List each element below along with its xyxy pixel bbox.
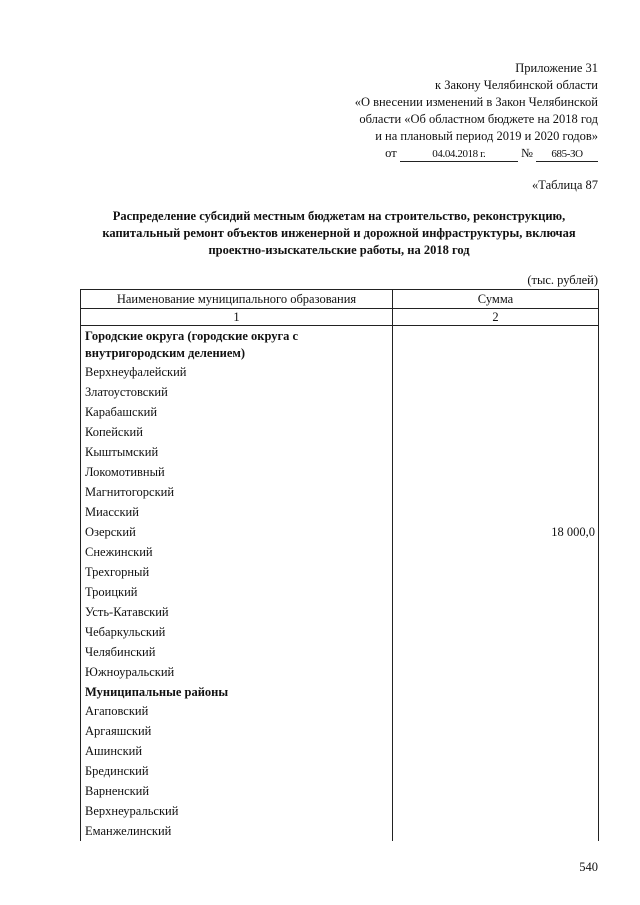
subsidy-amount: [393, 642, 599, 662]
subsidy-amount: [393, 482, 599, 502]
appendix-line-5: и на плановый период 2019 и 2020 годов»: [375, 129, 598, 143]
table-row: [81, 781, 599, 801]
municipality-name: Карабашский: [81, 402, 393, 422]
municipality-name: Верхнеуфалейский: [81, 362, 393, 382]
municipality-name: Чебаркульский: [81, 622, 393, 642]
table-row: [81, 402, 599, 422]
municipality-name: Усть-Катавский: [81, 602, 393, 622]
group-row-districts: [81, 682, 599, 701]
municipality-name: Ашинский: [81, 741, 393, 761]
table-row: [81, 602, 599, 622]
municipality-name: Озерский: [81, 522, 393, 542]
table-row: [81, 502, 599, 522]
municipality-name: Челябинский: [81, 642, 393, 662]
header-amount: Сумма: [393, 290, 599, 309]
group-row-urban: [81, 326, 599, 363]
law-number: 685-ЗО: [536, 148, 598, 162]
group-title-districts: Муниципальные районы: [81, 682, 393, 701]
subsidy-amount: [393, 382, 599, 402]
municipality-name: Агаповский: [81, 701, 393, 721]
municipality-name: Брединский: [81, 761, 393, 781]
table-header-row: [81, 290, 599, 309]
subsidy-table: [80, 289, 599, 841]
municipality-name: Локомотивный: [81, 462, 393, 482]
municipality-name: Магнитогорский: [81, 482, 393, 502]
table-row: [81, 542, 599, 562]
date-prefix: от: [385, 146, 397, 160]
number-prefix: №: [520, 146, 533, 160]
column-number-2: 2: [393, 309, 599, 326]
table-label: «Таблица 87: [532, 178, 598, 192]
subsidy-amount: [393, 761, 599, 781]
municipality-name: Трехгорный: [81, 562, 393, 582]
subsidy-amount: [393, 602, 599, 622]
subsidy-amount: [393, 721, 599, 741]
table-row: [81, 362, 599, 382]
column-number-1: 1: [81, 309, 393, 326]
table-row: [81, 642, 599, 662]
table-row: [81, 701, 599, 721]
subsidy-amount: [393, 701, 599, 721]
document-title: Распределение субсидий местным бюджетам на строительство, реконструкцию, капитальный ремонт объектов инженерной и дорожной инфраструктуры, включая проектно-изыскательские работы, на 2018 год: [102, 209, 576, 257]
municipality-name: Снежинский: [81, 542, 393, 562]
municipality-name: Миасский: [81, 502, 393, 522]
municipality-name: Верхнеуральский: [81, 801, 393, 821]
table-row: [81, 741, 599, 761]
subsidy-amount: [393, 402, 599, 422]
table-row: [81, 821, 599, 841]
municipality-name: Троицкий: [81, 582, 393, 602]
municipality-name: Копейский: [81, 422, 393, 442]
subsidy-amount: [393, 542, 599, 562]
subsidy-amount: [393, 662, 599, 682]
appendix-line-1: Приложение 31: [515, 61, 598, 75]
group-title-urban: Городские округа (городские округа с внутригородским делением): [81, 326, 393, 363]
table-row: [81, 422, 599, 442]
table-row: [81, 382, 599, 402]
subsidy-amount: [393, 781, 599, 801]
table-row: [81, 562, 599, 582]
table-row: [81, 462, 599, 482]
subsidy-amount: [393, 562, 599, 582]
table-row: [81, 662, 599, 682]
municipality-name: Златоустовский: [81, 382, 393, 402]
subsidy-amount: [393, 422, 599, 442]
table-row: [81, 761, 599, 781]
page-number: 540: [579, 860, 598, 874]
table-row: [81, 721, 599, 741]
table-row: [81, 622, 599, 642]
municipality-name: Варненский: [81, 781, 393, 801]
subsidy-amount: [393, 362, 599, 382]
table-row: [81, 442, 599, 462]
subsidy-amount: [393, 462, 599, 482]
column-number-row: [81, 309, 599, 326]
appendix-line-4: области «Об областном бюджете на 2018 год: [359, 112, 598, 126]
subsidy-amount: [393, 582, 599, 602]
appendix-header: [178, 60, 598, 162]
municipality-name: Южноуральский: [81, 662, 393, 682]
subsidy-amount: [393, 741, 599, 761]
law-date-number-row: [178, 145, 598, 162]
subsidy-amount: 18 000,0: [393, 522, 599, 542]
table-row: [81, 801, 599, 821]
law-date: 04.04.2018 г.: [400, 148, 518, 162]
subsidy-amount: [393, 622, 599, 642]
municipality-name: Кыштымский: [81, 442, 393, 462]
subsidy-amount: [393, 801, 599, 821]
header-name: Наименование муниципального образования: [81, 290, 393, 309]
subsidy-amount: [393, 442, 599, 462]
appendix-line-2: к Закону Челябинской области: [435, 78, 598, 92]
table-row: [81, 522, 599, 542]
table-row: [81, 482, 599, 502]
municipality-name: Еманжелинский: [81, 821, 393, 841]
unit-label: (тыс. рублей): [527, 273, 598, 287]
subsidy-amount: [393, 502, 599, 522]
subsidy-amount: [393, 821, 599, 841]
table-row: [81, 582, 599, 602]
municipality-name: Аргаяшский: [81, 721, 393, 741]
appendix-line-3: «О внесении изменений в Закон Челябинской: [354, 95, 598, 109]
